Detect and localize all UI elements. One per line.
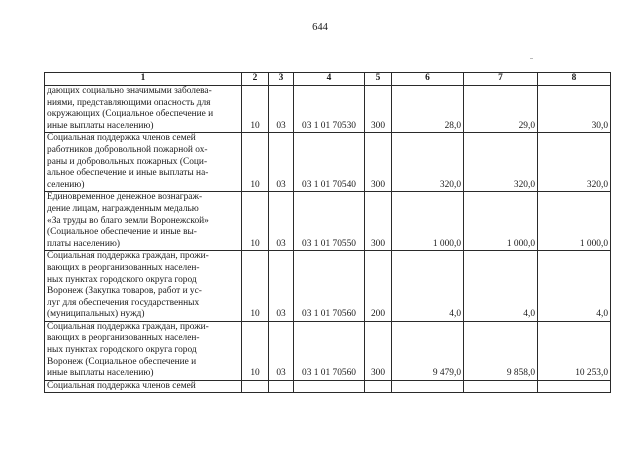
table-row	[45, 86, 611, 133]
empty-cell	[269, 380, 294, 393]
amount-year-2: 320,0	[464, 133, 538, 192]
empty-cell	[365, 380, 392, 393]
amount-year-2: 29,0	[464, 86, 538, 133]
amount-year-1: 9 479,0	[392, 321, 464, 380]
amount-year-2: 4,0	[464, 251, 538, 322]
section-code: 10	[242, 133, 269, 192]
expense-type-code: 300	[365, 133, 392, 192]
page-number: 644	[312, 22, 328, 33]
amount-year-1: 4,0	[392, 251, 464, 322]
target-article-code: 03 1 01 70540	[294, 133, 365, 192]
amount-year-2: 9 858,0	[464, 321, 538, 380]
section-code: 10	[242, 321, 269, 380]
table-row	[45, 321, 611, 380]
subsection-code: 03	[269, 321, 294, 380]
empty-cell	[538, 380, 611, 393]
row-description: Социальная поддержка членов семей работников добровольной пожарной ох- раны и добровольных пожарных (Соци- альное обеспечение и иные выплаты на- селению)	[45, 133, 242, 192]
empty-cell	[464, 380, 538, 393]
expense-type-code: 300	[365, 86, 392, 133]
subsection-code: 03	[269, 86, 294, 133]
table-row	[45, 251, 611, 322]
header-cell-6: 6	[392, 73, 464, 86]
row-description: Социальная поддержка граждан, прожи- вающих в реорганизованных населен- ных пунктах городского округа город Воронеж (Социальное обеспечение и иные выплаты населению)	[45, 321, 242, 380]
expense-type-code: 300	[365, 321, 392, 380]
empty-cell	[294, 380, 365, 393]
amount-year-1: 320,0	[392, 133, 464, 192]
header-cell-3: 3	[269, 73, 294, 86]
expense-type-code: 300	[365, 192, 392, 251]
row-description: дающих социально значимыми заболева- ниями, представляющими опасность для окружающих (Социальное обеспечение и иные выплаты населению)	[45, 86, 242, 133]
header-cell-4: 4	[294, 73, 365, 86]
header-cell-1: 1	[45, 73, 242, 86]
header-cell-8: 8	[538, 73, 611, 86]
amount-year-3: 320,0	[538, 133, 611, 192]
scan-speck	[530, 58, 533, 59]
empty-cell	[392, 380, 464, 393]
target-article-code: 03 1 01 70560	[294, 251, 365, 322]
row-description: Социальная поддержка граждан, прожи- вающих в реорганизованных населен- ных пунктах городского округа город Воронеж (Закупка товаров, работ и ус- луг для обеспечения государственных (муниципальных) нужд)	[45, 251, 242, 322]
subsection-code: 03	[269, 192, 294, 251]
table-row-partial	[45, 380, 611, 393]
amount-year-3: 30,0	[538, 86, 611, 133]
section-code: 10	[242, 251, 269, 322]
empty-cell	[242, 380, 269, 393]
table-row	[45, 192, 611, 251]
subsection-code: 03	[269, 251, 294, 322]
target-article-code: 03 1 01 70530	[294, 86, 365, 133]
amount-year-3: 10 253,0	[538, 321, 611, 380]
header-cell-7: 7	[464, 73, 538, 86]
table-row	[45, 133, 611, 192]
target-article-code: 03 1 01 70550	[294, 192, 365, 251]
subsection-code: 03	[269, 133, 294, 192]
amount-year-1: 28,0	[392, 86, 464, 133]
header-row	[45, 73, 611, 86]
row-description: Социальная поддержка членов семей	[45, 380, 242, 393]
section-code: 10	[242, 192, 269, 251]
expense-type-code: 200	[365, 251, 392, 322]
section-code: 10	[242, 86, 269, 133]
amount-year-1: 1 000,0	[392, 192, 464, 251]
amount-year-3: 1 000,0	[538, 192, 611, 251]
header-cell-2: 2	[242, 73, 269, 86]
amount-year-3: 4,0	[538, 251, 611, 322]
target-article-code: 03 1 01 70560	[294, 321, 365, 380]
budget-table	[44, 72, 611, 393]
amount-year-2: 1 000,0	[464, 192, 538, 251]
row-description: Единовременное денежное вознаграж- дение лицам, награжденным медалью «За труды во благо земли Воронежской» (Социальное обеспечение и иные вы- платы населению)	[45, 192, 242, 251]
header-cell-5: 5	[365, 73, 392, 86]
